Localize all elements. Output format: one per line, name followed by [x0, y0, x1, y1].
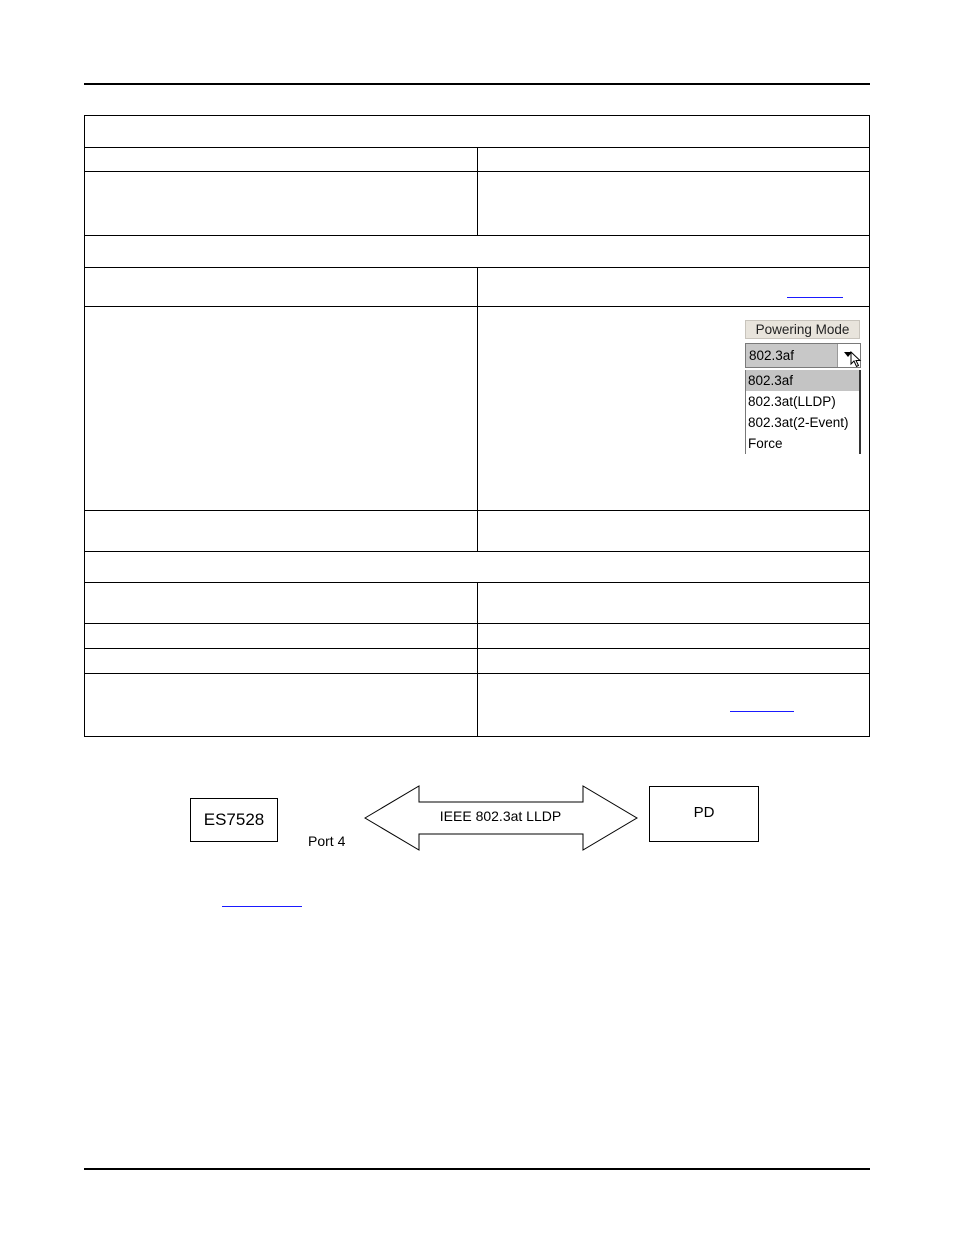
label-cell — [85, 511, 478, 552]
top-rule — [84, 83, 870, 85]
label-cell — [85, 649, 478, 674]
table-row — [85, 116, 870, 148]
arrow-label: IEEE 802.3at LLDP — [439, 808, 562, 824]
value-cell — [477, 624, 870, 649]
table-row — [85, 268, 870, 307]
value-cell — [477, 674, 870, 737]
value-cell — [477, 583, 870, 624]
table-row — [85, 148, 870, 172]
cross-reference-link[interactable] — [730, 711, 794, 712]
label-cell — [85, 624, 478, 649]
figure-reference-link[interactable] — [222, 906, 302, 907]
table-row — [85, 624, 870, 649]
label-cell — [85, 148, 478, 172]
table-row — [85, 236, 870, 268]
section-header-cell — [85, 552, 870, 583]
value-cell — [477, 148, 870, 172]
label-cell — [85, 172, 478, 236]
label-cell — [85, 583, 478, 624]
value-cell — [477, 268, 870, 307]
table-row — [85, 511, 870, 552]
table-row — [85, 552, 870, 583]
powering-mode-selected-value[interactable]: 802.3af — [746, 344, 838, 367]
switch-box: ES7528 — [190, 798, 278, 842]
label-cell — [85, 674, 478, 737]
label-cell — [85, 307, 478, 511]
option-force[interactable]: Force — [748, 436, 783, 451]
label-cell — [85, 268, 478, 307]
powering-mode-options-list — [745, 370, 861, 454]
powering-mode-widget — [745, 320, 861, 454]
section-header-cell — [85, 116, 870, 148]
table-row — [85, 583, 870, 624]
section-header-cell — [85, 236, 870, 268]
option-802-3af[interactable]: 802.3af — [746, 370, 859, 391]
table-row — [85, 172, 870, 236]
bottom-rule — [84, 1168, 870, 1170]
port-label: Port 4 — [308, 833, 346, 849]
option-802-3at-lldp[interactable]: 802.3at(LLDP) — [748, 394, 836, 409]
table-row — [85, 649, 870, 674]
value-cell — [477, 172, 870, 236]
powering-mode-select[interactable] — [745, 343, 861, 368]
value-cell — [477, 649, 870, 674]
table-row — [85, 674, 870, 737]
mouse-cursor-icon — [850, 351, 862, 368]
powered-device-box: PD — [649, 786, 759, 842]
dropdown-button[interactable] — [837, 344, 860, 367]
cross-reference-link[interactable] — [787, 297, 843, 298]
value-cell — [477, 511, 870, 552]
powering-mode-header: Powering Mode — [745, 320, 860, 339]
option-802-3at-2-event[interactable]: 802.3at(2-Event) — [748, 415, 849, 430]
